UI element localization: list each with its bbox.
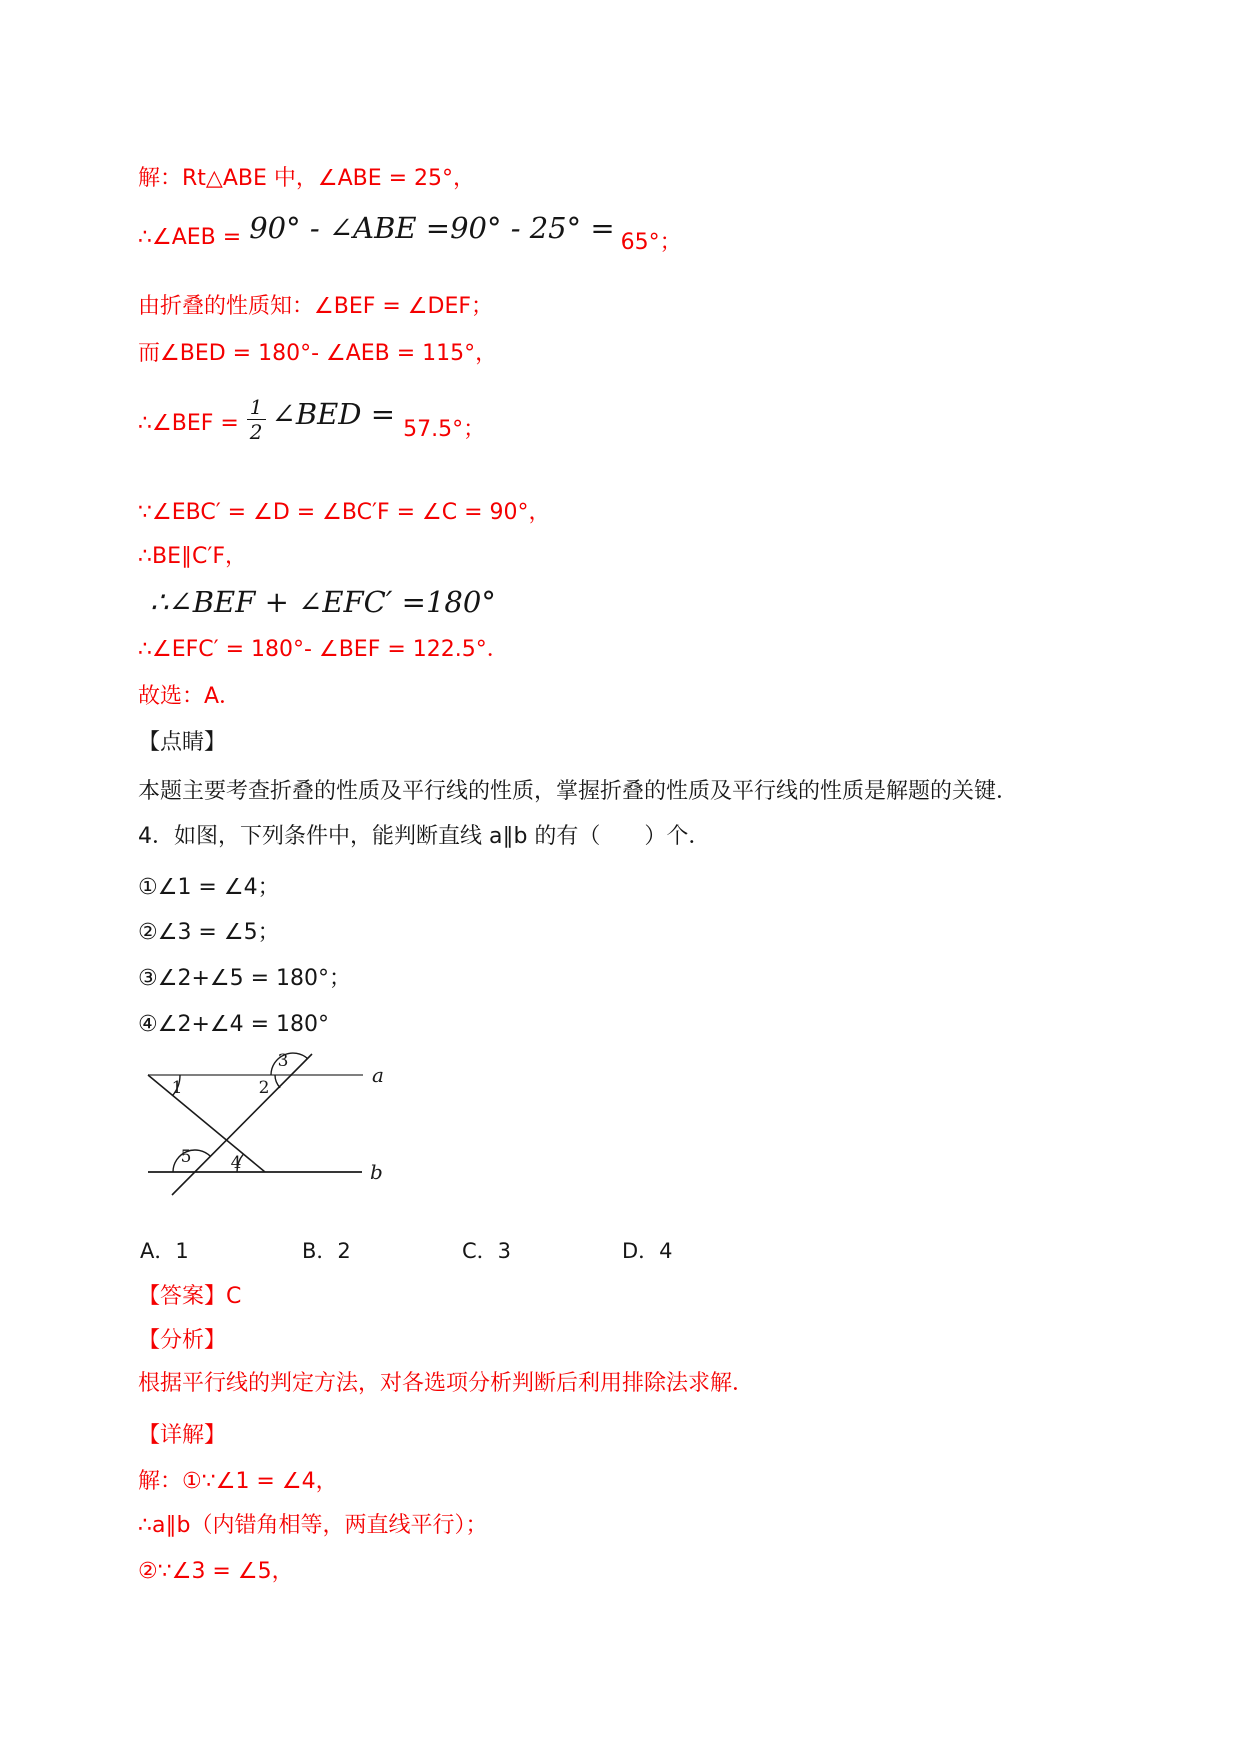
figure-label-a: a [372,1063,384,1087]
question4-condition-2: ②∠3 = ∠5； [138,920,280,945]
answer-value: C [226,1284,242,1309]
detail-header: 【详解】 [138,1423,227,1448]
equation-aeb-prefix: ∴∠AEB = [138,224,242,250]
fraction-denominator: 2 [249,420,263,444]
equation-aeb-formula: 90° - ∠ABE =90° - 25° = [249,211,615,245]
fraction-numerator: 1 [247,396,266,420]
answer-header: 【答案】 [138,1284,227,1309]
detail-line-3: ②∵∠3 = ∠5， [138,1559,294,1584]
option-d: D．4 [622,1239,673,1263]
solution-answer-line: 故选：A． [138,684,242,709]
solution-line-6-equation: ∴∠BEF + ∠EFC′ =180° [150,585,496,619]
equation-aeb-result: 65°； [620,229,682,255]
detail-line-1: 解：①∵∠1 = ∠4， [138,1469,338,1494]
question4-condition-3: ③∠2+∠5 = 180°； [138,966,352,991]
question4-stem: 4．如图，下列条件中，能判断直线 a∥b 的有（ ）个． [138,824,711,849]
option-a: A．1 [140,1239,189,1263]
solution-line-3: 而∠BED = 180°- ∠AEB = 115°， [138,341,498,366]
figure-angle-2-label: 2 [258,1078,270,1098]
option-c: C．3 [462,1239,512,1263]
equation-bef-tail: ∠BED = [271,397,396,431]
note-body: 本题主要考查折叠的性质及平行线的性质，掌握折叠的性质及平行线的性质是解题的关键． [138,779,1019,804]
equation-bef-result: 57.5°； [403,416,486,442]
analysis-body: 根据平行线的判定方法，对各选项分析判断后利用排除法求解． [138,1371,755,1396]
figure-angle-1-label: 1 [171,1078,183,1098]
question4-condition-1: ①∠1 = ∠4； [138,875,280,900]
equation-bef-prefix: ∴∠BEF = [138,410,239,436]
figure-angle-4-label: 4 [230,1153,242,1173]
solution-line-7: ∴∠EFC′ = 180°- ∠BEF = 122.5°． [138,637,509,662]
answer-line [138,1283,241,1311]
analysis-header: 【分析】 [138,1328,227,1353]
option-b: B．2 [302,1239,351,1263]
solution-line-4: ∵∠EBC′ = ∠D = ∠BC′F = ∠C = 90°， [138,500,551,525]
figure-transversal-1 [148,1075,265,1172]
figure-angle-3-label: 3 [277,1051,289,1071]
fraction-one-half [247,396,266,443]
solution-line-1: 解：Rt△ABE 中，∠ABE = 25°， [138,166,476,191]
detail-line-2: ∴a∥b（内错角相等，两直线平行）； [138,1513,488,1538]
solution-line-5: ∴BE∥C′F， [138,544,248,569]
equation-aeb [138,204,682,256]
figure-label-b: b [370,1160,383,1184]
question4-figure [130,1042,400,1212]
figure-angle-5-label: 5 [180,1147,192,1167]
solution-line-2: 由折叠的性质知：∠BEF = ∠DEF； [138,294,494,319]
note-header: 【点睛】 [138,730,227,755]
question4-condition-4: ④∠2+∠4 = 180° [138,1012,330,1037]
angle-2-arc [275,1075,280,1088]
equation-bef [138,385,485,443]
